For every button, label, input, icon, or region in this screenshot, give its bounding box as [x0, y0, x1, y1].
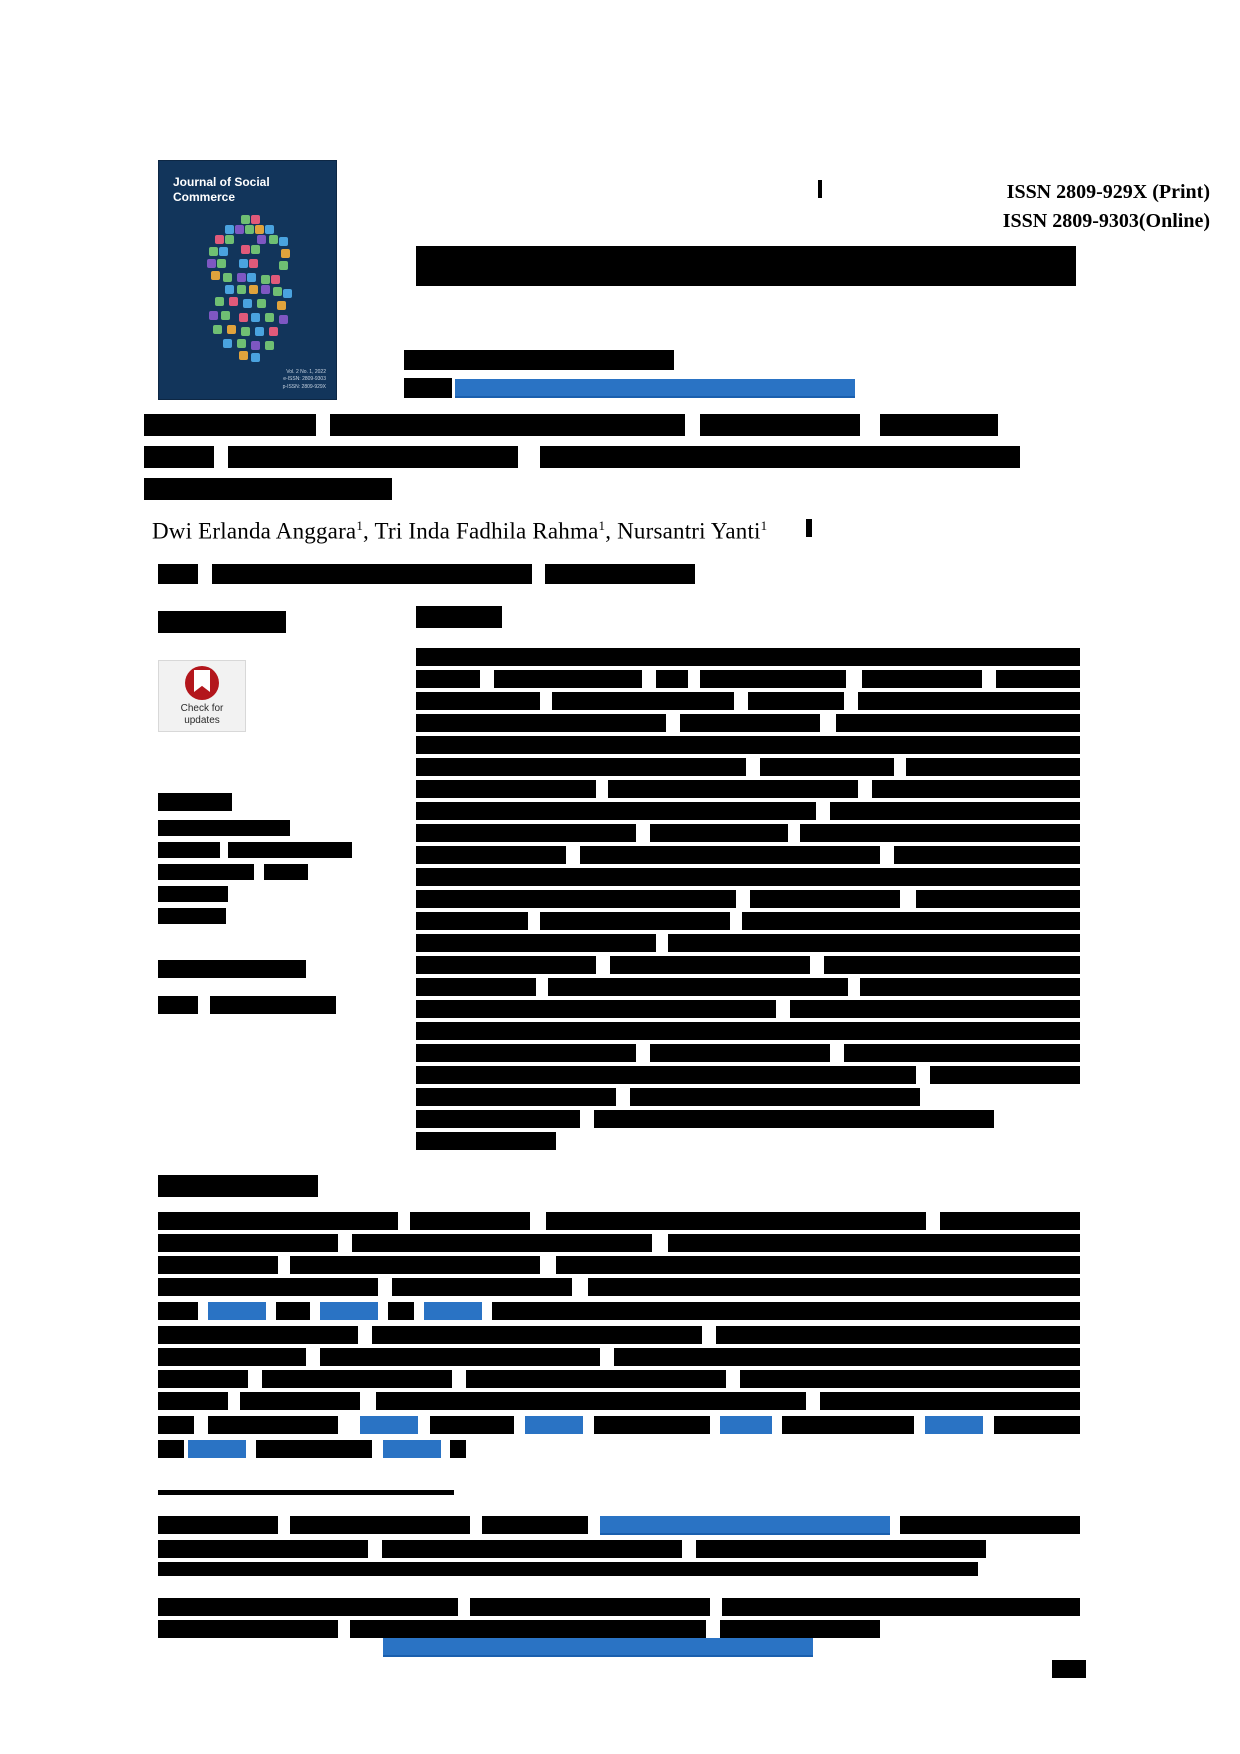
body-line	[158, 1278, 378, 1296]
abstract-line	[742, 912, 1080, 930]
abstract-line	[608, 780, 858, 798]
doi-link-underline	[455, 396, 855, 398]
citation-link[interactable]	[208, 1302, 266, 1320]
page-number	[1052, 1660, 1086, 1678]
body-line	[994, 1416, 1080, 1434]
abstract-line	[858, 692, 1080, 710]
body-line	[352, 1234, 652, 1252]
abstract-line	[416, 934, 656, 952]
abstract-line	[416, 758, 746, 776]
abstract-line	[552, 692, 734, 710]
abstract-line	[416, 890, 736, 908]
abstract-line	[416, 868, 1080, 886]
article-title-line-2	[144, 446, 214, 468]
journal-info-line-redacted	[404, 350, 674, 370]
abstract-line	[650, 824, 788, 842]
abstract-line	[830, 802, 1080, 820]
citation-link[interactable]	[525, 1416, 583, 1434]
correspondence-line	[482, 1516, 588, 1534]
body-line	[430, 1416, 514, 1434]
body-line	[614, 1348, 1080, 1366]
keywords-line	[158, 820, 290, 836]
footer-line	[470, 1598, 710, 1616]
citation-link[interactable]	[424, 1302, 482, 1320]
body-line	[594, 1416, 710, 1434]
citation-link[interactable]	[360, 1416, 418, 1434]
affiliation-line	[158, 564, 198, 584]
correspondence-line	[696, 1540, 986, 1558]
keywords-line	[158, 842, 220, 858]
citation-link[interactable]	[320, 1302, 378, 1320]
abstract-line	[630, 1088, 920, 1106]
abstract-line	[650, 1044, 830, 1062]
body-line	[740, 1370, 1080, 1388]
journal-cover-footer: Vol. 2 No. 1, 2022 e-ISSN: 2809-9303 p-ISSN: 2809-929X	[282, 368, 326, 390]
abstract-line	[760, 758, 894, 776]
footer-line	[720, 1620, 880, 1638]
article-title-line-3	[144, 478, 392, 500]
abstract-line	[750, 890, 900, 908]
footer-line	[158, 1620, 338, 1638]
abstract-line	[824, 956, 1080, 974]
correspondence-line	[382, 1540, 682, 1558]
abstract-line	[916, 890, 1080, 908]
keywords-line	[158, 864, 254, 880]
body-line	[158, 1302, 198, 1320]
abstract-line	[844, 1044, 1080, 1062]
abstract-line	[996, 670, 1080, 688]
journal-url-link[interactable]	[383, 1638, 813, 1656]
issn-print-marker	[818, 180, 822, 198]
body-line	[372, 1326, 702, 1344]
article-title-line-1c	[700, 414, 860, 436]
body-line	[240, 1392, 360, 1410]
body-line	[376, 1392, 806, 1410]
abstract-line	[416, 1132, 556, 1150]
footer-line	[722, 1598, 1080, 1616]
author-list: Dwi Erlanda Anggara$^1$, Tri Inda Fadhila Rahma$^1$, Nursantri Yanti$^1$	[152, 518, 768, 544]
body-line	[668, 1234, 1080, 1252]
citation-link[interactable]	[925, 1416, 983, 1434]
footer-line	[158, 1598, 458, 1616]
journal-masthead-redacted	[416, 246, 1076, 286]
dollar-mosaic-graphic	[195, 215, 305, 365]
abstract-line	[580, 846, 880, 864]
body-line	[158, 1392, 228, 1410]
body-line	[290, 1256, 540, 1274]
abstract-line	[656, 670, 688, 688]
doi-label-redacted	[404, 378, 452, 398]
abstract-line	[416, 1088, 616, 1106]
issn-print: ISSN 2809-929X (Print)	[1006, 181, 1210, 203]
article-title-line-1	[144, 414, 316, 436]
abstract-line	[416, 846, 566, 864]
abstract-line	[680, 714, 820, 732]
correspondence-line	[900, 1516, 1080, 1534]
body-line	[466, 1370, 726, 1388]
body-line	[392, 1278, 572, 1296]
author-affiliation-marker	[806, 519, 812, 537]
body-line	[716, 1326, 1080, 1344]
body-line	[262, 1370, 452, 1388]
abstract-line	[416, 1000, 776, 1018]
article-info-heading	[158, 611, 286, 633]
abstract-line	[416, 736, 1080, 754]
body-line	[820, 1392, 1080, 1410]
abstract-line	[668, 934, 1080, 952]
abstract-line	[700, 670, 846, 688]
body-line	[556, 1256, 1080, 1274]
footnote-divider	[158, 1490, 454, 1495]
abstract-heading	[416, 606, 502, 628]
doi-link[interactable]	[455, 379, 855, 397]
article-title-line-1b	[330, 414, 685, 436]
crossmark-badge[interactable]	[158, 660, 246, 732]
abstract-line	[494, 670, 642, 688]
keywords-line	[228, 842, 352, 858]
abstract-line	[836, 714, 1080, 732]
abstract-line	[416, 912, 528, 930]
body-line	[940, 1212, 1080, 1230]
correspondence-email-underline	[600, 1533, 890, 1535]
abstract-line	[610, 956, 810, 974]
body-line	[158, 1370, 248, 1388]
affiliation-line-b	[212, 564, 532, 584]
issn-online: ISSN 2809-9303(Online)	[1002, 210, 1210, 232]
keywords-line	[158, 886, 228, 902]
keywords-line	[264, 864, 308, 880]
affiliation-line-c	[545, 564, 695, 584]
body-line	[588, 1278, 1080, 1296]
abstract-line	[862, 670, 982, 688]
footer-line	[350, 1620, 706, 1638]
keywords-heading	[158, 793, 232, 811]
citation-link[interactable]	[383, 1440, 441, 1458]
abstract-line	[540, 912, 730, 930]
body-line	[410, 1212, 530, 1230]
abstract-line	[800, 824, 1080, 842]
body-line	[388, 1302, 414, 1320]
abstract-line	[416, 1022, 1080, 1040]
correspondence-email-link[interactable]	[600, 1516, 890, 1534]
abstract-line	[906, 758, 1080, 776]
body-line	[158, 1256, 278, 1274]
body-line	[208, 1416, 338, 1434]
journal-cover-image	[158, 160, 337, 400]
abstract-line	[416, 648, 1080, 666]
abstract-line	[416, 978, 536, 996]
abstract-line	[416, 1044, 636, 1062]
abstract-line	[416, 1066, 916, 1084]
body-line	[320, 1348, 600, 1366]
article-history-line	[210, 996, 336, 1014]
journal-url-underline	[383, 1655, 813, 1657]
body-line	[158, 1416, 194, 1434]
abstract-line	[548, 978, 848, 996]
keywords-line	[158, 908, 226, 924]
body-line	[546, 1212, 926, 1230]
correspondence-line	[290, 1516, 470, 1534]
issn-block	[1003, 178, 1210, 236]
journal-cover-title: Journal of Social Commerce	[173, 175, 270, 204]
abstract-line	[416, 670, 480, 688]
body-line	[492, 1302, 1080, 1320]
citation-link[interactable]	[720, 1416, 772, 1434]
abstract-line	[748, 692, 844, 710]
body-line	[158, 1440, 184, 1458]
correspondence-line	[158, 1516, 278, 1534]
article-history-line	[158, 996, 198, 1014]
article-title-line-2c	[540, 446, 1020, 468]
abstract-line	[790, 1000, 1080, 1018]
crossmark-icon	[185, 666, 219, 700]
article-title-line-1d	[880, 414, 998, 436]
correspondence-line	[158, 1540, 368, 1558]
abstract-line	[416, 1110, 580, 1128]
body-line	[276, 1302, 310, 1320]
abstract-line	[860, 978, 1080, 996]
crossmark-label: Check for updates	[180, 703, 224, 726]
body-line	[158, 1326, 358, 1344]
article-title-line-2b	[228, 446, 518, 468]
citation-link[interactable]	[188, 1440, 246, 1458]
abstract-line	[416, 956, 596, 974]
body-line	[256, 1440, 372, 1458]
abstract-line	[894, 846, 1080, 864]
abstract-line	[416, 780, 596, 798]
abstract-line	[930, 1066, 1080, 1084]
body-line	[158, 1212, 398, 1230]
correspondence-line	[158, 1562, 978, 1576]
body-line	[158, 1348, 306, 1366]
body-line	[782, 1416, 914, 1434]
abstract-line	[416, 692, 540, 710]
abstract-line	[416, 714, 666, 732]
abstract-line	[594, 1110, 994, 1128]
article-history-heading	[158, 960, 306, 978]
discussion-heading	[158, 1175, 318, 1197]
body-line	[450, 1440, 466, 1458]
body-line	[158, 1234, 338, 1252]
abstract-line	[416, 824, 636, 842]
abstract-line	[872, 780, 1080, 798]
abstract-line	[416, 802, 816, 820]
